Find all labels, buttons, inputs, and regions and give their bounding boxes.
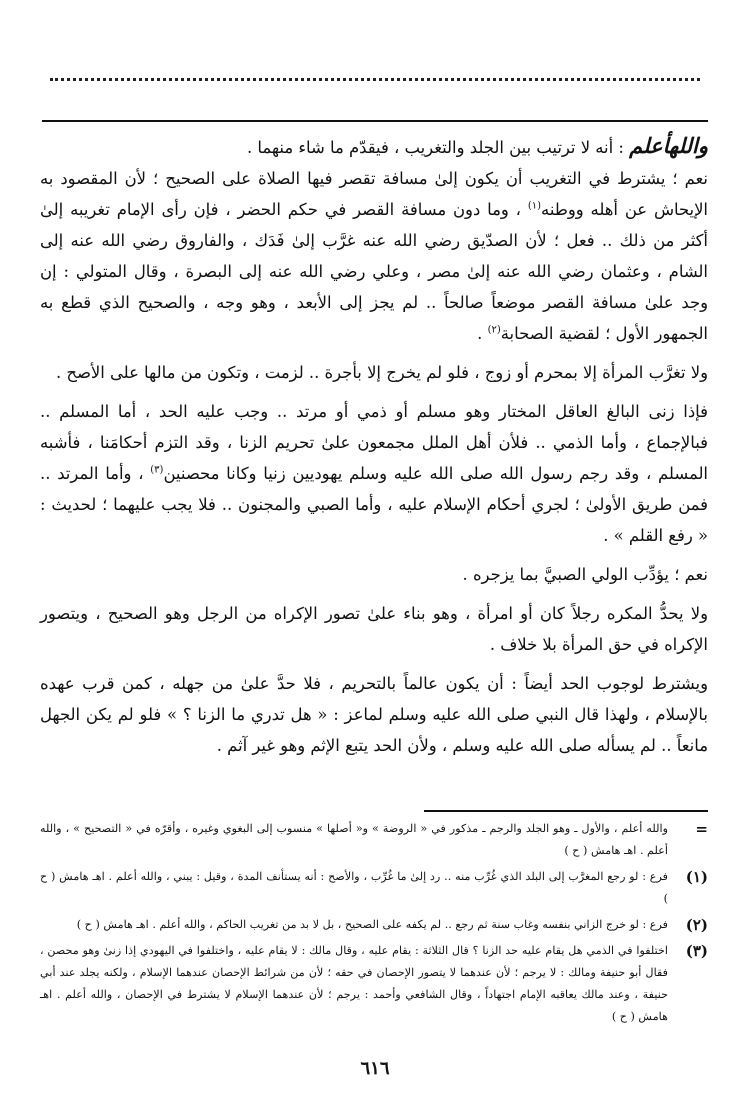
footnote-text: والله أعلم ، والأول ـ وهو الجلد والرجم ـ مذكور في « الروضة » و« أصلها » منسوب إلى البغوي وغيره ، وأقرّه في « التصحيح » ، والله أعلم . اهـ هامش ( ح ) (40, 822, 668, 857)
paragraph-2-part-c: . (477, 324, 488, 343)
footnote-rule (424, 810, 708, 812)
paragraph-2 (40, 163, 708, 349)
paragraph-2-part-b: ، وما دون مسافة القصر في حكم الحضر ، فإن رأى الإمام تغريبه إلىٰ أكثر من ذلك .. فعل ؛ لأن الصدّيق رضي الله عنه غرَّب إلىٰ فَدَك ، والفاروق رضي الله عنه إلى الشام ، وعثمان رضي الله عنه إلىٰ مصر ، وعلي رضي الله عنه إلى البصرة ، وقال المتولي : إن وجد علىٰ مسافة القصر موضعاً صالحاً .. لم يجز إلى الأبعد ، وهو وجه ، والصحيح الذي قطع به الجمهور الأول ؛ لقضية الصحابة (40, 200, 708, 343)
paragraph-1-text: : أنه لا ترتيب بين الجلد والتغريب ، فيقدّم ما شاء منهما . (246, 138, 624, 157)
footnote-text: فرع : لو خرج الزاني بنفسه وغاب سنة ثم رجع .. لم يكفه على الصحيح ، بل لا بد من تغريب الحاكم ، والله أعلم . اهـ هامش ( ح ) (76, 918, 668, 931)
dotted-divider (50, 78, 700, 91)
paragraph-5: نعم ؛ يؤدِّب الولي الصبيَّ بما يزجره . (462, 565, 708, 584)
paragraph-4-part-b: ، وأما المرتد .. فمن طريق الأولىٰ ؛ لجري أحكام الإسلام عليه ، وأما الصبي والمجنون .. فلا يجب عليهما ؛ لحديث : « رفع القلم » . (40, 464, 708, 545)
paragraph-2-part-a: نعم ؛ يشترط في التغريب أن يكون إلىٰ مسافة تقصر فيها الصلاة على الصحيح ؛ لأن المقصود به الإيحاش عن أهله ووطنه (40, 169, 708, 219)
footnote-mark: (٢) (685, 916, 708, 934)
footnote-ref-1: (١) (527, 200, 542, 212)
footnote-mark: (١) (685, 868, 708, 886)
paragraph-1 (40, 130, 708, 163)
footnotes (40, 818, 708, 1032)
lead-phrase: واللهأعلم (629, 133, 708, 158)
paragraph-3: ولا تغرَّب المرأة إلا بمحرم أو زوج ، فلو لم يخرج إلا بأجرة .. لزمت ، وتكون من مالها على الأصح . (55, 363, 708, 382)
paragraph-7: ويشترط لوجوب الحد أيضاً : أن يكون عالماً بالتحريم ، فلا حدَّ علىٰ من جهله ، كمن قرب عهده بالإسلام ، ولهذا قال النبي صلى الله عليه وسلم لماعز : « هل تدري ما الزنا ؟ » فلو لم يكن الجهل مانعاً .. لم يسأله صلى الله عليه وسلم ، ولأن الحد يتبع الإثم وهو غير آثم . (40, 674, 708, 755)
footnote-text: فرع : لو رجع المغرَّب إلى البلد الذي غُرِّب منه .. رد إلىٰ ما غُرِّب ، والأصح : أنه يستأنف المدة ، وقيل : يبني ، والله أعلم . اهـ هامش ( ح ) (40, 870, 668, 905)
footnote-ref-2: (٢) (487, 324, 501, 336)
header-rule (42, 120, 708, 122)
footnote-continuation (40, 818, 708, 862)
footnote-3 (40, 940, 708, 1028)
page-number: ٦١٦ (360, 1058, 390, 1079)
footnote-text: اختلفوا في الذمي هل يقام عليه حد الزنا ؟ قال الثلاثة : يقام عليه ، وقال مالك : لا يقام عليه ، واختلفوا في اليهودي إذا زنىٰ وهو محصن ، فقال أبو حنيفة ومالك : لا يرجم ؛ لأن عندهما لا يتصور الإحصان في حقه ؛ لأن من شرائط الإحصان عندهما الإسلام ، ولكنه يجلد عند أبي حنيفة ، وعند مالك يعاقبه الإمام اجتهاداً ، وقال الشافعي وأحمد : يرجم ؛ لأن عندهما الإسلام لا يشترط في الإحصان ، والله أعلم . اهـ هامش ( ح ) (40, 944, 668, 1023)
main-text (40, 130, 708, 769)
footnote-ref-3: (٣) (150, 464, 164, 476)
footnote-1 (40, 866, 708, 910)
footnote-mark: = (695, 820, 708, 838)
paragraph-6: ولا يحدُّ المكره رجلاً كان أو امرأة ، وهو بناء علىٰ تصور الإكراه من الرجل وهو الصحيح ، ويتصور الإكراه في حق المرأة بلا خلاف . (40, 604, 708, 654)
footnote-mark: (٣) (685, 942, 708, 960)
paragraph-4 (40, 396, 708, 551)
footnote-2 (40, 914, 708, 936)
paragraph-4-part-a: فإذا زنى البالغ العاقل المختار وهو مسلم أو ذمي أو مرتد .. وجب عليه الحد ، أما المسلم .. فبالإجماع ، وأما الذمي .. فلأن أهل الملل مجمعون علىٰ تحريم الزنا ، وقد التزم أحكامَنا ، فأشبه المسلم ، وقد رجم رسول الله صلى الله عليه وسلم يهوديين زنيا وكانا محصنين (40, 402, 708, 483)
